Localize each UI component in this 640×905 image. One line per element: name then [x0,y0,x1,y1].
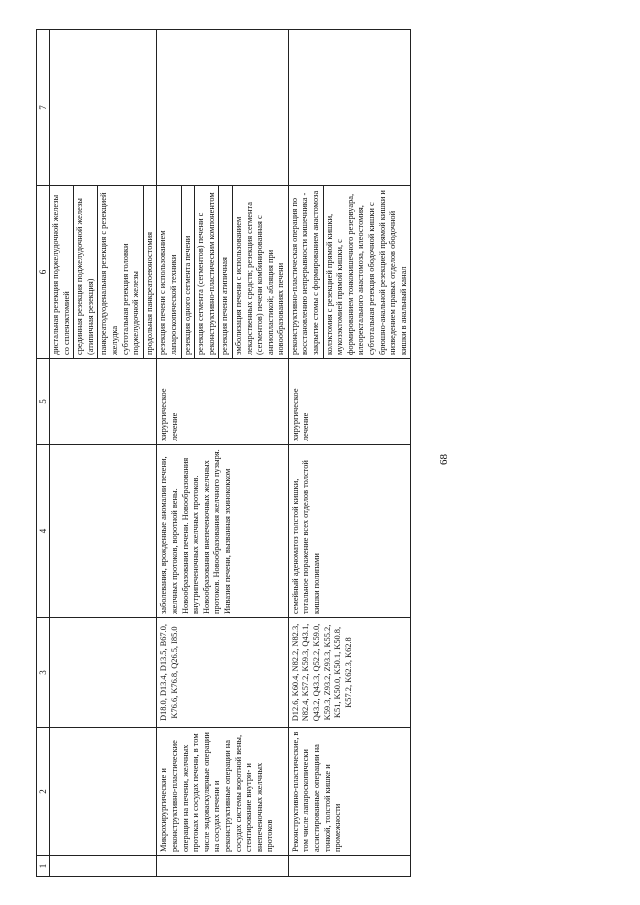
cell-empty [50,359,157,445]
method-item: реконструктивно-пластическая операция по восстановлению непрерывности кишечника - закрытие стомы с формированием анастомоза [289,190,321,355]
diagnosis: заболевания, врожденные аномалии печени, желчных протоков, воротной вены. Новообразования печени. Новообразования внутрипеченочных желчных протоков. Новообразования внепеченочных желчных протоков. Новообразования желчного пузыря. Инвазия печени, вызванная эхинококком [157,445,289,618]
method-item: эмболизация печени с использованием лекарственных средств; резекция сегмента (сегментов) печени комбинированная с ангиопластикой; абляция при новообразованиях печени [232,186,288,358]
diagnosis: семейный аденоматоз толстой кишки, тотальное поражение всех отделов толстой кишки полипами [288,445,411,618]
cell-empty [157,856,289,877]
cell-empty [50,445,157,618]
column-number: 2 [37,728,50,856]
method-text: субтотальная резекция головки поджелудочной железы [120,243,141,355]
cell-empty [50,618,157,728]
table-row [157,30,289,877]
method-item: продольная панкреатоеюностомия [143,186,157,358]
table-row-continued [50,30,157,877]
cell-empty [288,30,411,186]
intervention-name: Реконструктивно-пластические, в том числе лапароскопически ассистированные операции на тонкой, толстой кишке и промежности [288,728,411,856]
intervention-name: Микрохирургические и реконструктивно-пластические операции на печени, желчных протоках и сосудах печени, в том числе эндоваскулярные операции на сосудах печени и реконструктивные операции на сосудах системы воротной вены, стентирование внутри- и внепеченочных желчных протоков [157,728,289,856]
table-row [288,30,411,877]
cell-empty [288,856,411,877]
treatment-table [36,29,411,877]
cell-empty [50,30,157,186]
method-item: резекция печени атипичная [218,186,232,358]
page-number: 68 [438,454,450,465]
icd-codes: D12.6, K60.4, N82.2, N82.3, N82.4, K57.2, K59.3, Q43.1, Q43.2, Q43.3, Q52.2, K59.0, K59.3, Z93.2, Z93.3, K55.2, K51, K50.0, K50.1, K50.8, K57.2, K62.3, K62.8 [288,618,411,728]
method-item [97,186,142,358]
column-number: 4 [37,445,50,618]
column-number-row [37,30,50,877]
cell-empty [157,30,289,186]
method-item: резекция одного сегмента печени [181,186,195,358]
method-item: дистальная резекция поджелудочной железы со спленэктомией [51,194,71,355]
treatment-type: хирургическое лечение [157,359,289,445]
column-number: 7 [37,30,50,186]
method-item: резекция печени с использованием лапароскопической техники [158,230,178,355]
treatment-type: хирургическое лечение [288,359,411,445]
methods-cell [288,186,411,359]
column-number: 5 [37,359,50,445]
method-item: срединная резекция поджелудочной железы (атипичная резекция) [73,186,97,358]
cell-empty [50,728,157,856]
methods-cell [157,186,289,359]
method-item: резекция сегмента (сегментов) печени с реконструктивно-пластическим компонентом [194,186,218,358]
cell-empty [50,856,157,877]
icd-codes: D18.0, D13.4, D13.5, B67.0, K76.6, K76.8, Q26.5, I85.0 [157,618,289,728]
method-item: колэктомия с резекцией прямой кишки, мукозэктомией прямой кишки, с формированием тонкокишечного резервуара, илеоректального анастомоза, илеостомия, субтотальная резекция ободочной кишки с брюшно-анальной резекцией прямой кишки и низведением правых отделов ободочной кишки в анальный канал [323,186,411,358]
method-text: панкреатодуоденальная резекция с резекцией желудка [99,192,119,355]
column-number: 3 [37,618,50,728]
column-number: 1 [37,856,50,877]
column-number: 6 [37,186,50,359]
methods-cell [50,186,157,359]
